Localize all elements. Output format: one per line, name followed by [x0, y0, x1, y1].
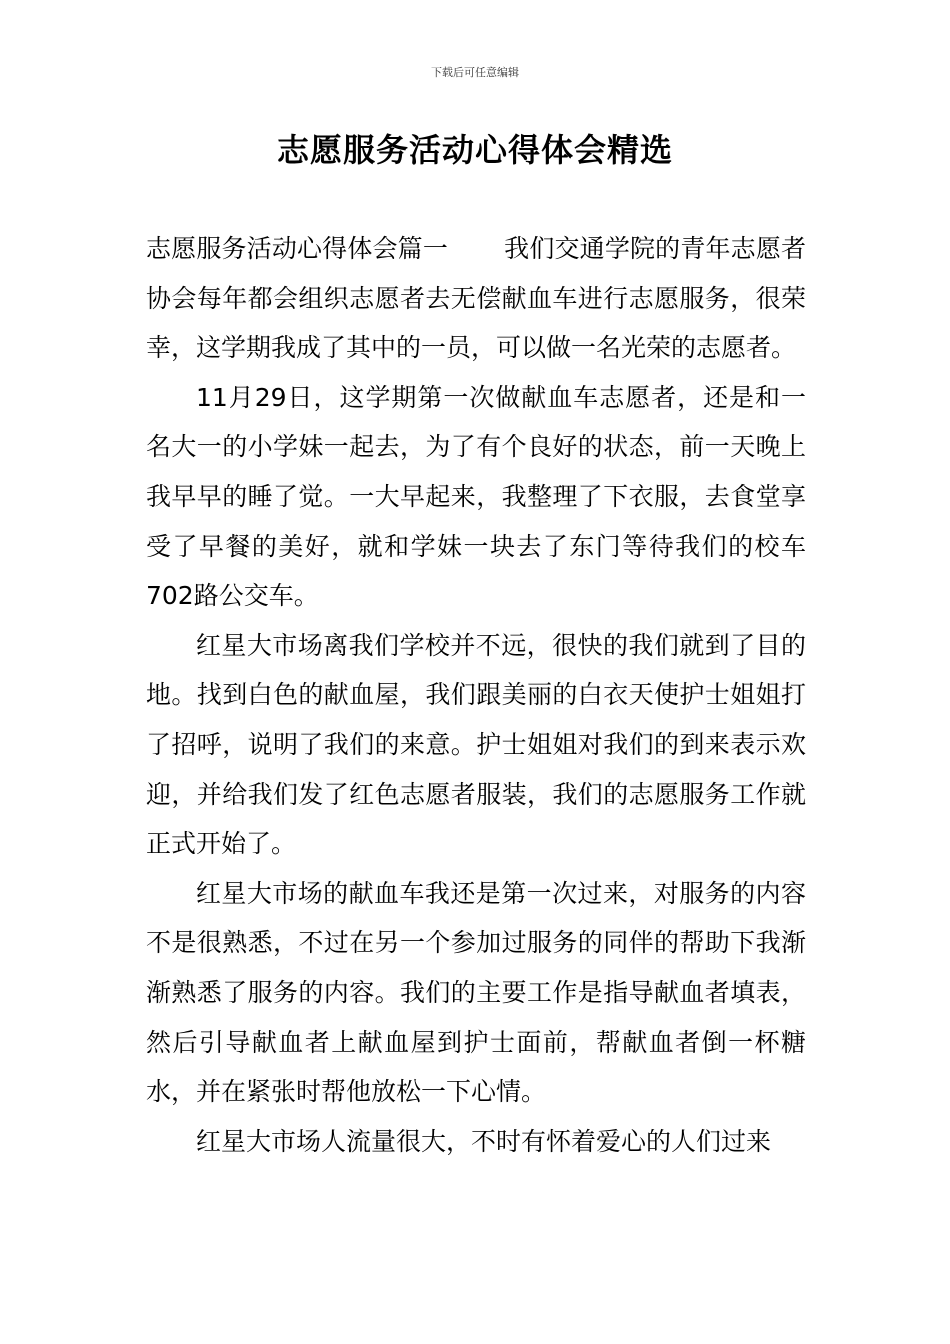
page-title: 志愿服务活动心得体会精选 — [276, 131, 673, 169]
document-body — [146, 224, 806, 1166]
paragraph: 红星大市场离我们学校并不远，很快的我们就到了目的地。找到白色的献血屋，我们跟美丽的白衣天使护士姐姐打了招呼，说明了我们的来意。护士姐姐对我们的到来表示欢迎，并给我们发了红色志愿者服装，我们的志愿服务工作就正式开始了。 — [146, 630, 806, 859]
section-heading: 志愿服务活动心得体会篇一 — [146, 234, 448, 263]
paragraph-intro — [146, 224, 806, 373]
header-note: 下载后可任意编辑 — [431, 66, 519, 79]
paragraph: 红星大市场人流量很大，不时有怀着爱心的人们过来 — [196, 1126, 772, 1156]
paragraph: 11月29日，这学期第一次做献血车志愿者，还是和一名大一的小学妹一起去，为了有个良好的状态，前一天晚上我早早的睡了觉。一大早起来，我整理了下衣服，去食堂享受了早餐的美好，就和学妹一块去了东门等待我们的校车702路公交车。 — [146, 382, 806, 611]
paragraph: 红星大市场的献血车我还是第一次过来，对服务的内容不是很熟悉，不过在另一个参加过服务的同伴的帮助下我渐渐熟悉了服务的内容。我们的主要工作是指导献血者填表，然后引导献血者上献血屋到护士面前，帮献血者倒一杯糖水，并在紧张时帮他放松一下心情。 — [146, 878, 806, 1107]
paragraph-text: 我们交通学院的青年志愿者协会每年都会组织志愿者去无偿献血车进行志愿服务，很荣幸，这学期我成了其中的一员，可以做一名光荣的志愿者。 — [146, 234, 806, 363]
